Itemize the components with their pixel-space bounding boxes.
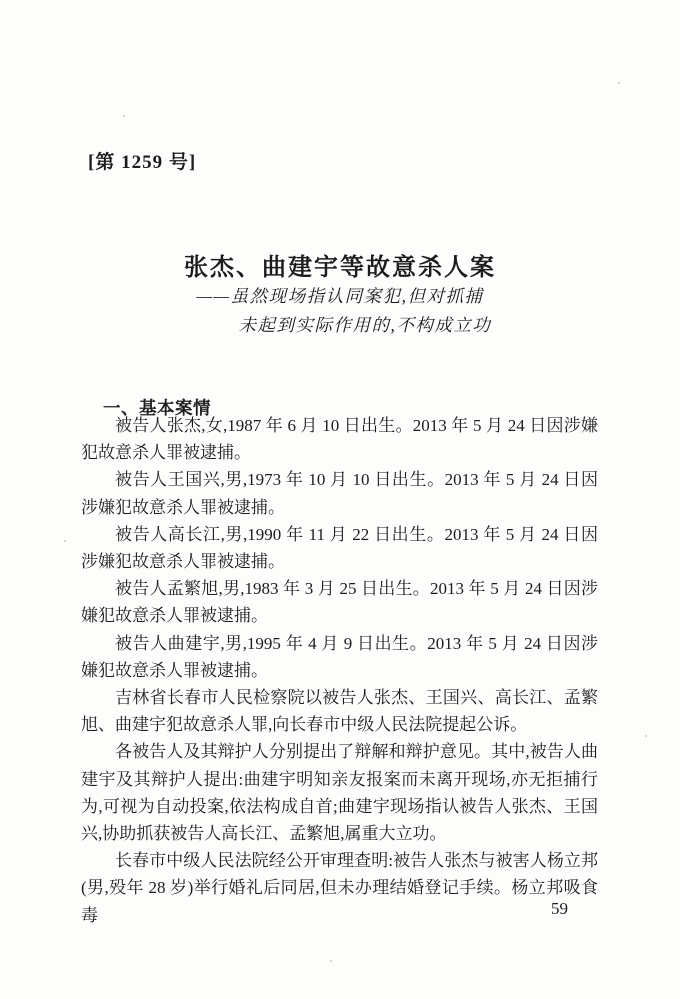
scan-speckle: [123, 115, 125, 117]
scan-speckle: [64, 540, 66, 542]
case-subtitle: [0, 282, 680, 340]
case-title: 张杰、曲建宇等故意杀人案: [184, 255, 496, 282]
body-text: [81, 412, 598, 929]
paragraph-defendant-wangguoxing: 被告人王国兴,男,1973 年 10 月 10 日出生。2013 年 5 月 24 日因涉嫌犯故意杀人罪被逮捕。: [81, 470, 598, 517]
paragraph-defendant-gaochangjiang: 被告人高长江,男,1990 年 11 月 22 日出生。2013 年 5 月 24 日因涉嫌犯故意杀人罪被逮捕。: [81, 524, 598, 572]
paragraph-defendant-qujianyu: 被告人曲建宇,男,1995 年 4 月 9 日出生。2013 年 5 月 24 日因涉嫌犯故意杀人罪被逮捕。: [81, 633, 598, 680]
paragraph-court-findings: 长春市中级人民法院经公开审理查明:被告人张杰与被害人杨立邦(男,殁年 28 岁)举行婚礼后同居,但未办理结婚登记手续。杨立邦吸食毒: [81, 851, 598, 925]
case-subtitle-line1: ——虽然现场指认同案犯,但对抓捕: [196, 286, 484, 306]
case-number-tag: [第 1259 号]: [88, 152, 197, 173]
paragraph-prosecution: 吉林省长春市人民检察院以被告人张杰、王国兴、高长江、孟繁旭、曲建宇犯故意杀人罪,向长春市中级人民法院提起公诉。: [81, 688, 598, 735]
paragraph-defendant-mengfanxu: 被告人孟繁旭,男,1983 年 3 月 25 日出生。2013 年 5 月 24 日因涉嫌犯故意杀人罪被逮捕。: [81, 579, 598, 626]
paragraph-defense-opinions: 各被告人及其辩护人分别提出了辩解和辩护意见。其中,被告人曲建宇及其辩护人提出:曲建宇明知亲友报案而未离开现场,亦无拒捕行为,可视为自动投案,依法构成自首;曲建宇现场指认被告人张杰、王国兴,协助抓获被告人高长江、孟繁旭,属重大立功。: [81, 742, 598, 844]
paragraph-defendant-zhangjie: 被告人张杰,女,1987 年 6 月 10 日出生。2013 年 5 月 24 日因涉嫌犯故意杀人罪被逮捕。: [81, 416, 598, 463]
scan-speckle: [330, 960, 332, 962]
scan-speckle: [645, 735, 647, 737]
scan-speckle: [618, 82, 620, 84]
page-number: 59: [551, 899, 568, 918]
section-heading-basic-facts: 一、基本案情: [103, 397, 211, 418]
case-subtitle-line2: 未起到实际作用的,不构成立功: [238, 315, 492, 335]
